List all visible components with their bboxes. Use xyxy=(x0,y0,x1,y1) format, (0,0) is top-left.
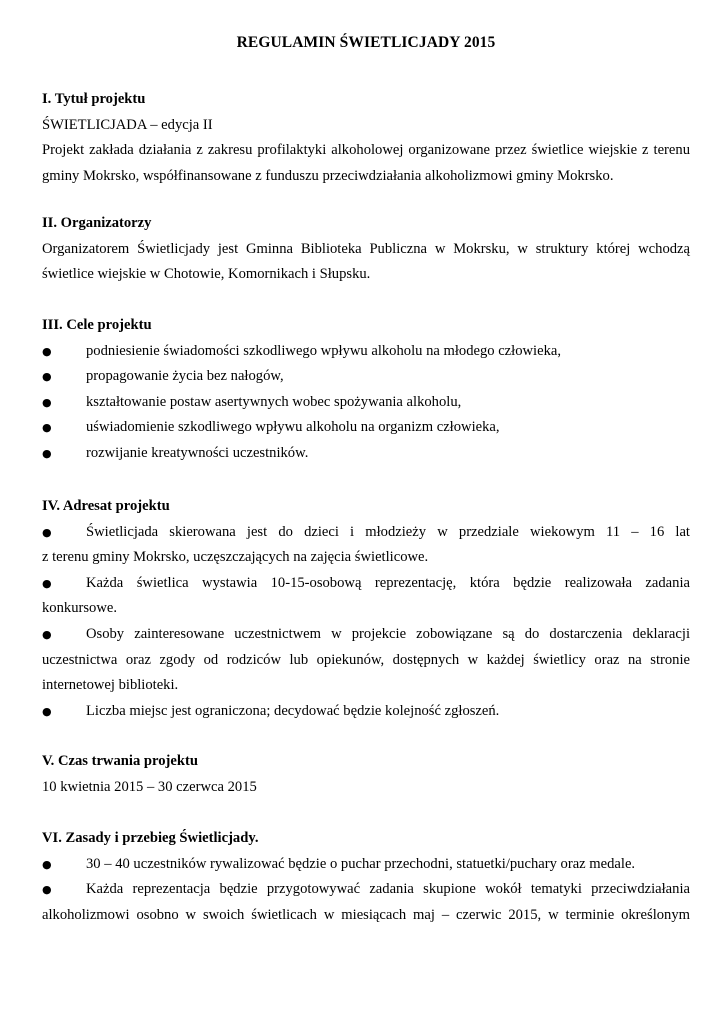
section-heading: V. Czas trwania projektu xyxy=(42,753,198,769)
bullet-icon: ● xyxy=(42,857,52,871)
bullet-icon: ● xyxy=(42,446,52,460)
paragraph-line: alkoholizmowi osobno w swoich świetlicach w miesiącach maj – czerwic 2015, w terminie określonym xyxy=(42,906,690,923)
paragraph-line: Organizatorem Świetlicjady jest Gminna Biblioteka Publiczna w Mokrsku, w struktury której wchodzą xyxy=(42,240,690,257)
list-item-text: uświadomienie szkodliwego wpływu alkoholu na organizm człowieka, xyxy=(86,419,500,436)
list-item xyxy=(42,415,690,441)
section-3 xyxy=(42,313,690,467)
bullet-icon: ● xyxy=(42,576,52,590)
paragraph-line: gminy Mokrsko, współfinansowane z funduszu przeciwdziałania alkoholizmowi gminy Mokrsko. xyxy=(42,167,614,184)
section-heading: II. Organizatorzy xyxy=(42,215,152,231)
list-item xyxy=(42,622,690,648)
list-item xyxy=(42,520,690,546)
paragraph-line: Projekt zakłada działania z zakresu profilaktyki alkoholowej organizowane przez świetlice wiejskie z terenu xyxy=(42,142,690,159)
section-heading: III. Cele projektu xyxy=(42,317,152,333)
list-item-text: podniesienie świadomości szkodliwego wpływu alkoholu na młodego człowieka, xyxy=(86,342,562,359)
list-item-text: Każda reprezentacja będzie przygotowywać zadania skupione wokół tematyki przeciwdziałania xyxy=(86,881,690,898)
bullet-icon: ● xyxy=(42,395,52,409)
list-item-text: propagowanie życia bez nałogów, xyxy=(86,368,284,385)
bullet-icon: ● xyxy=(42,421,52,435)
list-item xyxy=(42,877,690,903)
list-item xyxy=(42,390,690,416)
list-item xyxy=(42,571,690,597)
list-item xyxy=(42,364,690,390)
bullet-icon: ● xyxy=(42,525,52,539)
section-2 xyxy=(42,211,690,288)
list-item xyxy=(42,339,690,365)
bullet-icon: ● xyxy=(42,704,52,718)
paragraph-line: z terenu gminy Mokrsko, uczęszczających na zajęcia świetlicowe. xyxy=(42,549,429,566)
document-title: REGULAMIN ŚWIETLICJADY 2015 xyxy=(236,34,496,51)
list-item-text: rozwijanie kreatywności uczestników. xyxy=(86,444,309,461)
list-item-text: Świetlicjada skierowana jest do dzieci i młodzieży w przedziale wiekowym 11 – 16 lat xyxy=(86,523,690,540)
section-1 xyxy=(42,87,690,189)
list-item-text: kształtowanie postaw asertywnych wobec spożywania alkoholu, xyxy=(86,393,462,410)
list-item xyxy=(42,441,690,467)
section-heading: I. Tytuł projektu xyxy=(42,91,146,107)
paragraph-line: 10 kwietnia 2015 – 30 czerwca 2015 xyxy=(42,778,257,795)
section-5 xyxy=(42,749,690,800)
bullet-icon: ● xyxy=(42,370,52,384)
paragraph-line: ŚWIETLICJADA – edycja II xyxy=(42,116,213,133)
list-item-text: Osoby zainteresowane uczestnictwem w projekcie zobowiązane są do dostarczenia deklaracji xyxy=(86,625,690,642)
document-page xyxy=(42,0,690,1024)
paragraph-line: konkursowe. xyxy=(42,600,117,617)
paragraph-line: świetlice wiejskie w Chotowie, Komornikach i Słupsku. xyxy=(42,266,371,283)
section-4 xyxy=(42,494,690,724)
section-6 xyxy=(42,826,690,928)
list-item xyxy=(42,852,690,878)
bullet-icon: ● xyxy=(42,344,52,358)
paragraph-line: uczestnictwa oraz zgody od rodziców lub opiekunów, dostępnych w każdej świetlicy oraz na stronie xyxy=(42,651,690,668)
section-heading: IV. Adresat projektu xyxy=(42,498,170,514)
list-item-text: Każda świetlica wystawia 10-15-osobową reprezentację, która będzie realizowała zadania xyxy=(86,574,690,591)
bullet-icon: ● xyxy=(42,883,52,897)
bullet-icon: ● xyxy=(42,627,52,641)
section-heading: VI. Zasady i przebieg Świetlicjady. xyxy=(42,830,259,846)
paragraph-line: internetowej biblioteki. xyxy=(42,677,179,694)
list-item xyxy=(42,699,690,725)
list-item-text: 30 – 40 uczestników rywalizować będzie o puchar przechodni, statuetki/puchary oraz medale. xyxy=(86,855,636,872)
list-item-text: Liczba miejsc jest ograniczona; decydować będzie kolejność zgłoszeń. xyxy=(86,702,500,719)
